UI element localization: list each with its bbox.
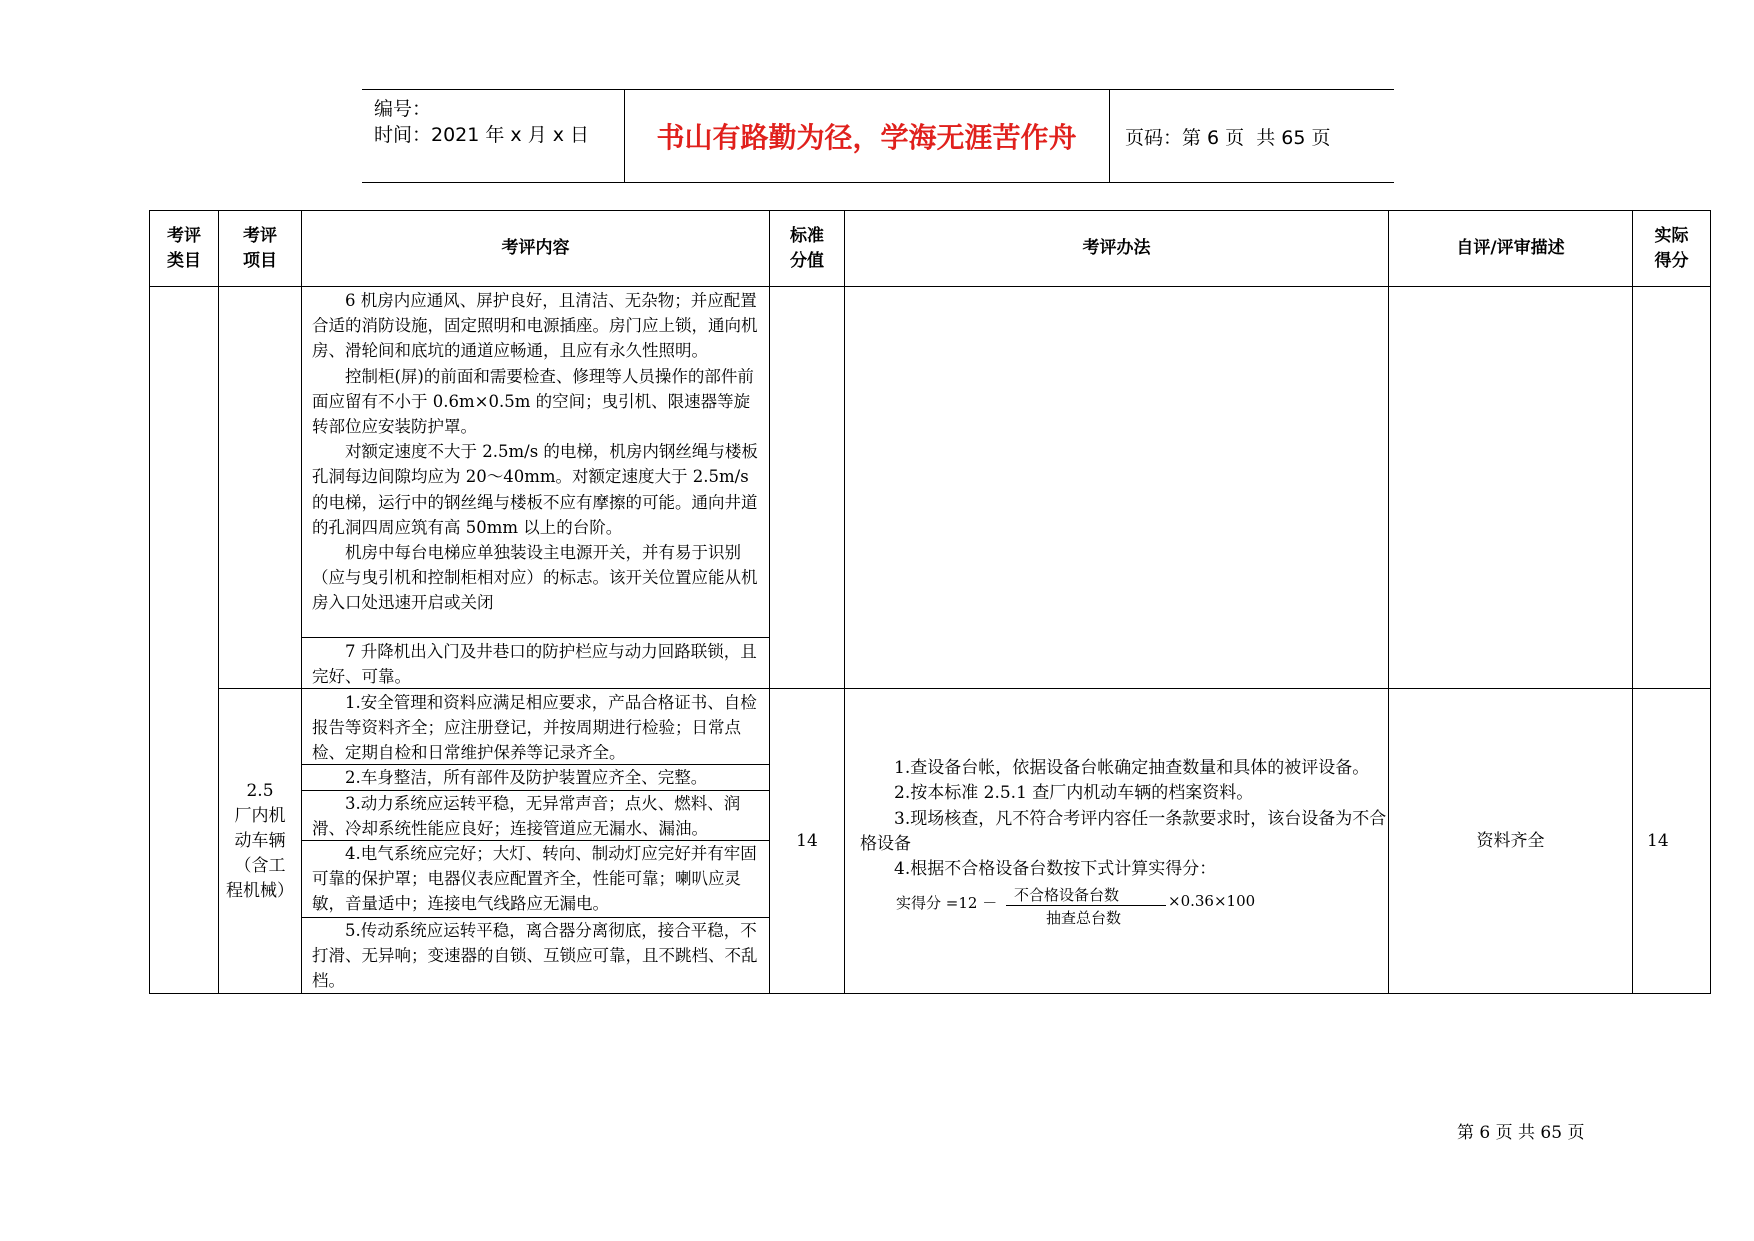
table-right-border	[1710, 210, 1711, 994]
formula-denominator: 抽查总台数	[1046, 909, 1122, 927]
method-step-3: 3.现场核查，凡不符合考评内容任一条款要求时，该台设备为不合格设备	[860, 808, 1387, 854]
col-header-actual: 实际 得分	[1654, 225, 1689, 271]
col-divider-4	[844, 210, 845, 994]
table-left-border	[149, 210, 150, 994]
row2-actual-score: 14	[1647, 830, 1669, 851]
col-header-method: 考评办法	[1082, 238, 1151, 258]
score-formula	[896, 884, 1316, 928]
formula-lhs: 实得分 =12 －	[896, 894, 998, 912]
page-header	[362, 89, 1394, 183]
row2-item: 2.5 厂内机 动车辆 （含工 程机械）	[226, 780, 294, 901]
row1-para-2: 控制柜(屏)的前面和需要检查、修理等人员操作的部件前面应留有不小于 0.6m×0.5m 的空间；曳引机、限速器等旋转部位应安装防护罩。	[312, 366, 754, 437]
col-header-description: 自评/评审描述	[1456, 238, 1565, 258]
row2-content-3: 3.动力系统应运转平稳，无异常声音；点火、燃料、润滑、冷却系统性能应良好；连接管道应无漏水、漏油。	[312, 794, 741, 839]
motto: 书山有路勤为径，学海无涯苦作舟	[624, 90, 1110, 182]
row2-content-5: 5.传动系统应运转平稳，离合器分离彻底，接合平稳，不打滑、无异响；变速器的自锁、互锁应可靠，且不跳档、不乱档。	[312, 921, 758, 991]
formula-fraction-bar	[1006, 905, 1166, 906]
col-header-category: 考评 类目	[167, 225, 201, 271]
row1-content-divider	[301, 637, 769, 638]
row2-content-4: 4.电气系统应完好；大灯、转向、制动灯应完好并有牢固可靠的保护罩；电器仪表应配置齐全，性能可靠；喇叭应灵敏，音量适中；连接电气线路应无漏电。	[312, 844, 757, 914]
formula-numerator: 不合格设备台数	[1014, 886, 1120, 904]
row2-content-1: 1.安全管理和资料应满足相应要求，产品合格证书、自检报告等资料齐全；应注册登记，并按周期进行检验；日常点检、定期自检和日常维护保养等记录齐全。	[312, 693, 757, 763]
method-step-4: 4.根据不合格设备台数按下式计算实得分：	[894, 859, 1217, 880]
method-step-2: 2.按本标准 2.5.1 查厂内机动车辆的档案资料。	[894, 783, 1254, 804]
row2-score: 14	[796, 830, 818, 851]
page-footer: 第 6 页 共 65 页	[1457, 1123, 1585, 1143]
col-header-content: 考评内容	[501, 238, 570, 258]
time-label: 时间：2021 年 x 月 x 日	[374, 124, 590, 146]
row1-content-b: 7 升降机出入门及井巷口的防护栏应与动力回路联锁，且完好、可靠。	[312, 642, 757, 687]
row1-para-4: 机房中每台电梯应单独装设主电源开关，并有易于识别（应与曳引机和控制柜相对应）的标志。该开关位置应能从机房入口处迅速开启或关闭	[312, 543, 758, 613]
row2-method	[860, 756, 1390, 882]
col-divider-2	[301, 210, 302, 994]
col-header-score: 标准 分值	[790, 225, 824, 271]
row1-para-3: 对额定速度不大于 2.5m/s 的电梯，机房内钢丝绳与楼板孔洞每边间隙均应为 20～40mm。对额定速度大于 2.5m/s 的电梯，运行中的钢丝绳与楼板不应有摩擦的可能。通向井道的孔洞四周应筑有高 50mm 以上的台阶。	[312, 442, 758, 537]
header-meta	[362, 90, 625, 182]
col-header-item: 考评 项目	[243, 225, 277, 271]
row2-content-2: 2.车身整洁，所有部件及防护装置应齐全、完整。	[345, 768, 708, 787]
number-label: 编号：	[374, 98, 432, 120]
header-bottom-border	[149, 286, 1711, 287]
page-info: 页码：第 6 页 共 65 页	[1125, 126, 1331, 149]
row2-description: 资料齐全	[1476, 830, 1545, 851]
row1-content-a	[312, 288, 762, 616]
formula-tail: ×0.36×100	[1168, 892, 1256, 910]
method-step-1: 1.查设备台帐，依据设备台帐确定抽查数量和具体的被评设备。	[894, 758, 1370, 778]
row1-para-1: 6 机房内应通风、屏护良好，且清洁、无杂物；并应配置合适的消防设施，固定照明和电源插座。房门应上锁，通向机房、滑轮间和底坑的通道应畅通，且应有永久性照明。	[312, 291, 758, 361]
